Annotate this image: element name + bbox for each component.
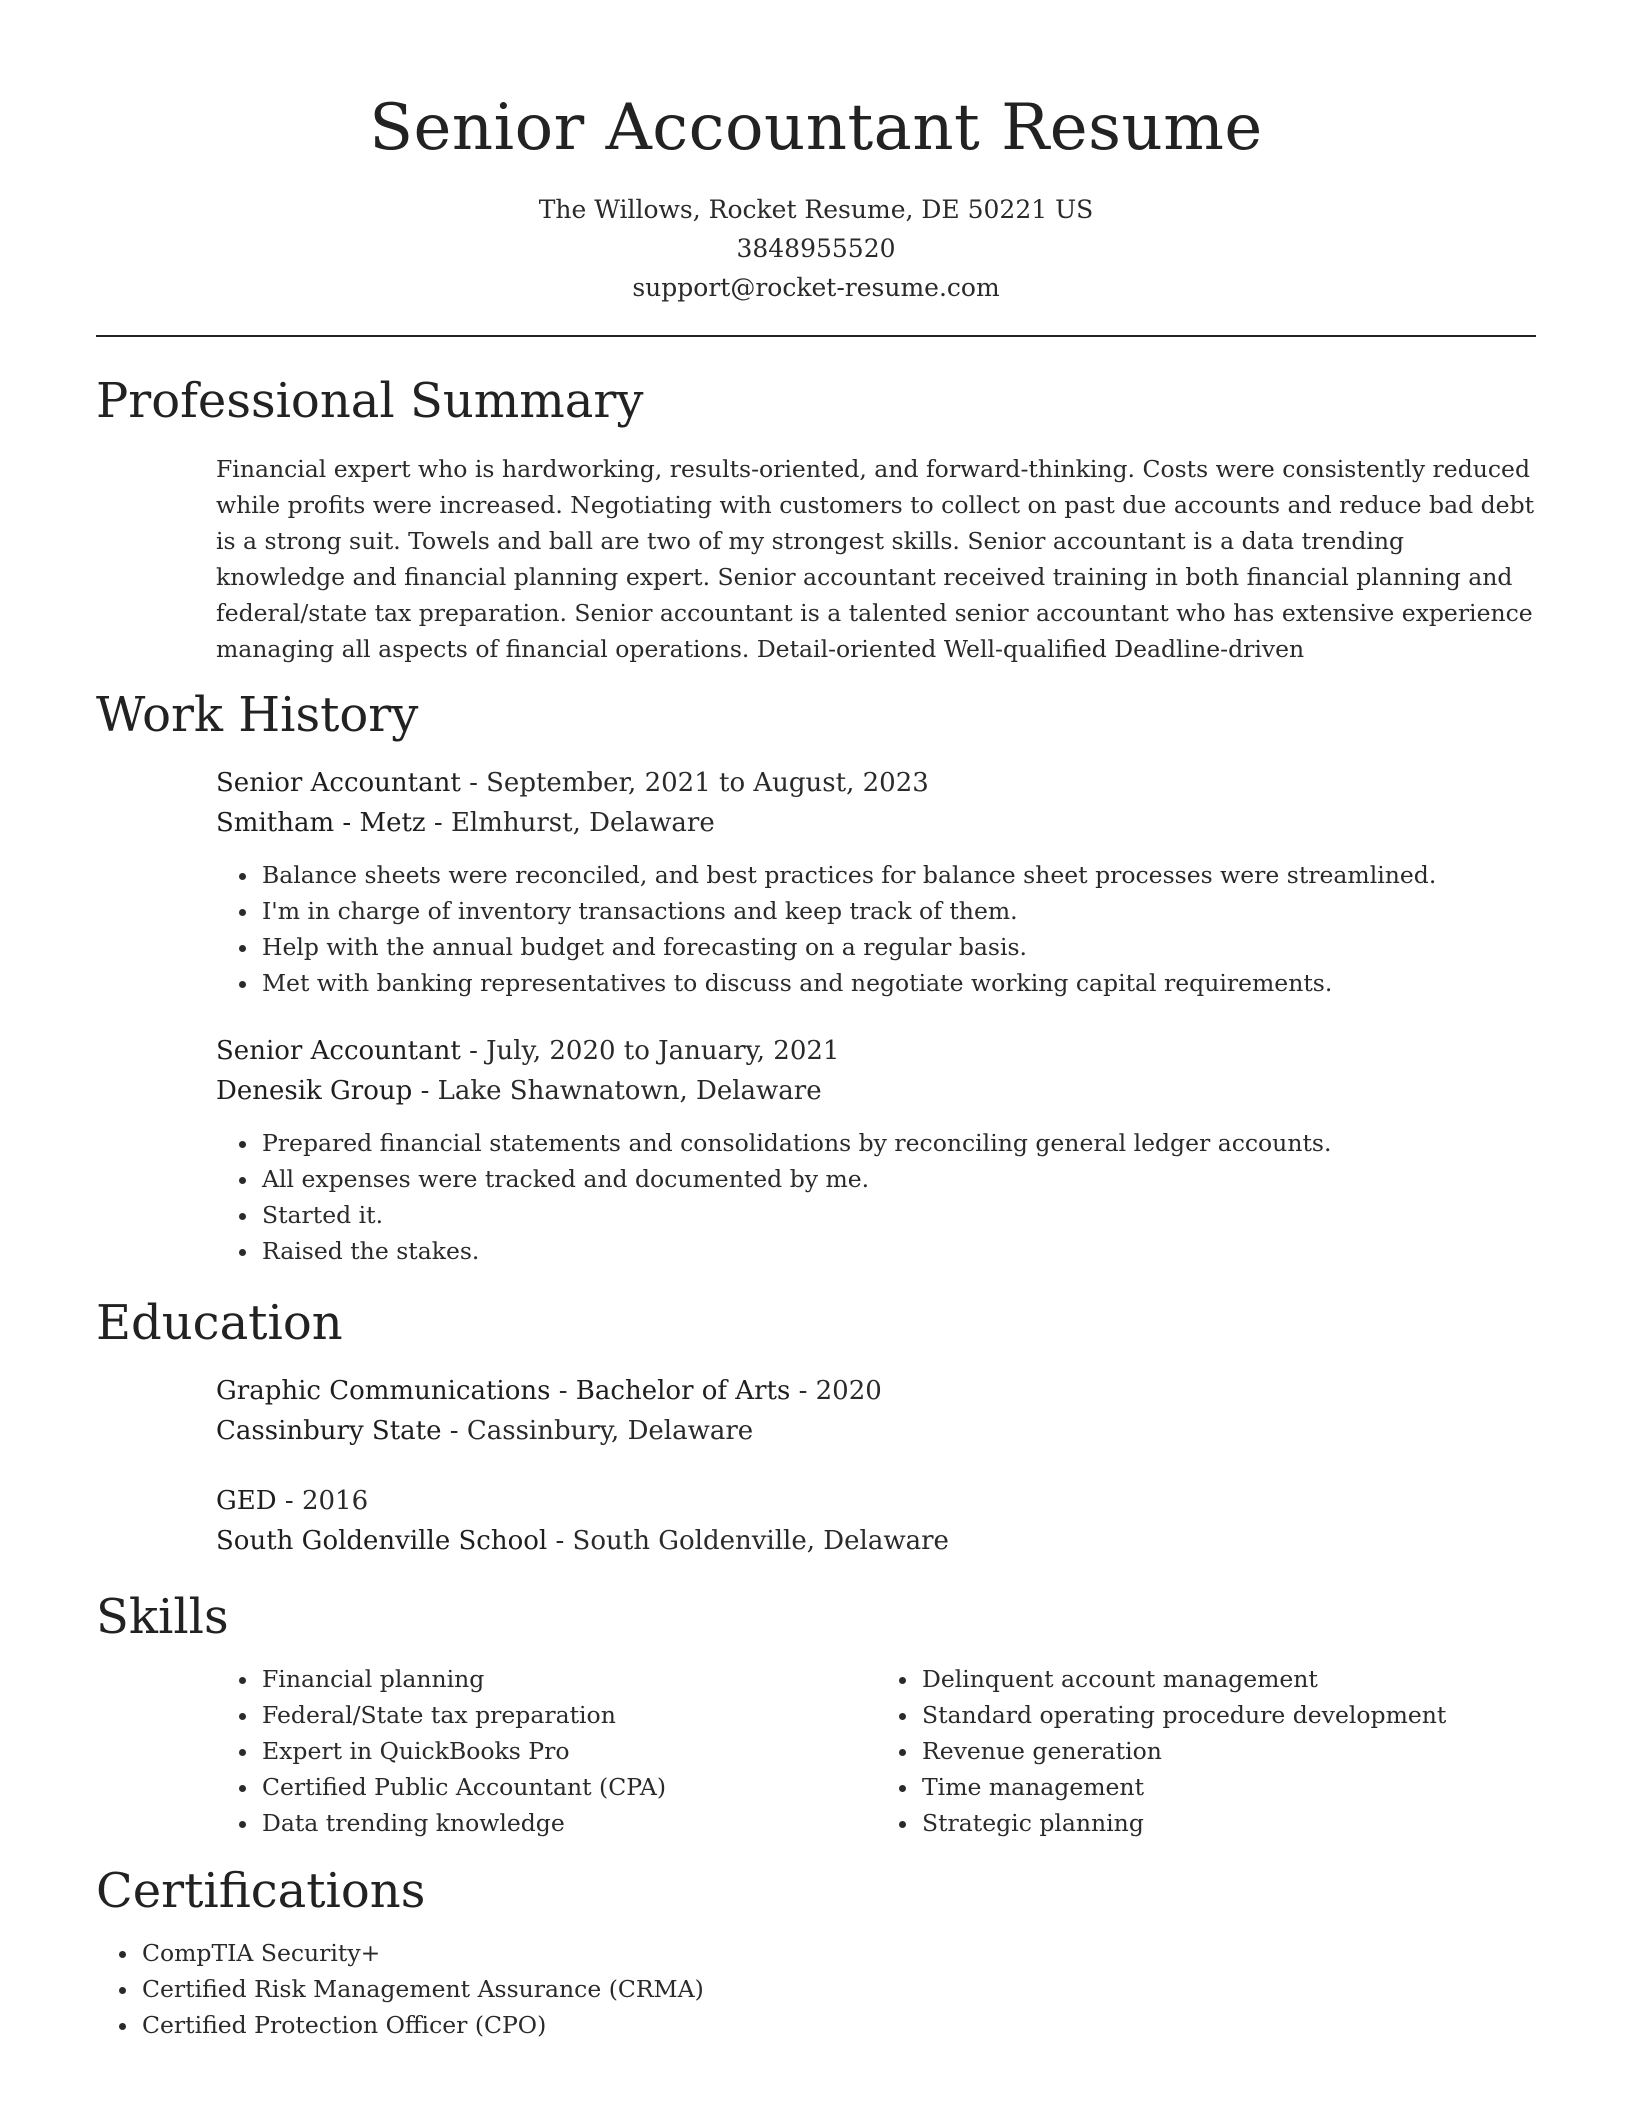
list-item: • Help with the annual budget and forecasting on a regular basis.	[260, 929, 1536, 965]
education-location: Cassinbury, Delaware	[466, 1416, 754, 1446]
list-item: • Delinquent account management	[920, 1661, 1536, 1697]
job-bullets	[216, 1125, 1536, 1269]
list-item: • Raised the stakes.	[260, 1233, 1536, 1269]
list-item: • Time management	[920, 1769, 1536, 1805]
contact-phone: 3848955520	[736, 234, 896, 263]
list-item: • Certified Public Accountant (CPA)	[260, 1769, 876, 1805]
document-title: Senior Accountant Resume	[369, 91, 1263, 165]
job-entry	[216, 1031, 1536, 1269]
education-school: South Goldenville School	[216, 1526, 548, 1556]
summary-heading: Professional Summary	[96, 373, 644, 429]
separator: -	[284, 1486, 302, 1516]
list-item: • Certified Risk Management Assurance (CRMA)	[140, 1971, 1536, 2007]
contact-address: The Willows, Rocket Resume, DE 50221 US	[538, 195, 1094, 224]
education-section	[96, 1293, 1536, 1561]
education-school-line	[216, 1411, 1536, 1451]
skills-columns	[216, 1661, 1536, 1841]
summary-text: Financial expert who is hardworking, results-oriented, and forward-thinking. Costs were consistently reduced while profits were increased. Negotiating with customers to collect on past due accounts and reduce bad debt is a strong suit. Towels and ball are two of my strongest skills. Senior accountant is a data trending knowledge and financial planning expert. Senior accountant received training in both financial planning and federal/state tax preparation. Senior accountant is a talented senior accountant who has extensive experience managing all aspects of financial operations. Detail-oriented Well-qualified Deadline-driven	[216, 455, 1535, 663]
separator: -	[420, 1076, 438, 1106]
education-year: 2016	[301, 1486, 369, 1516]
list-item: • Financial planning	[260, 1661, 876, 1697]
separator: -	[469, 768, 487, 798]
list-item: • Revenue generation	[920, 1733, 1536, 1769]
separator: -	[469, 1036, 487, 1066]
skills-list-right	[876, 1661, 1536, 1841]
separator: -	[433, 808, 451, 838]
job-location: Elmhurst, Delaware	[450, 808, 715, 838]
job-bullets	[216, 857, 1536, 1001]
list-item: • Prepared financial statements and consolidations by reconciling general ledger accounts.	[260, 1125, 1536, 1161]
job-location: Lake Shawnatown, Delaware	[437, 1076, 822, 1106]
list-item: • Strategic planning	[920, 1805, 1536, 1841]
list-item: • CompTIA Security+	[140, 1935, 1536, 1971]
separator: -	[449, 1416, 467, 1446]
job-dates: September, 2021 to August, 2023	[486, 768, 929, 798]
header-divider	[96, 335, 1536, 337]
education-degree-line	[216, 1481, 1536, 1521]
list-item: • Certified Protection Officer (CPO)	[140, 2007, 1536, 2043]
education-year: 2020	[815, 1376, 882, 1406]
education-heading: Education	[96, 1295, 343, 1351]
list-item: • All expenses were tracked and documented by me.	[260, 1161, 1536, 1197]
job-title: Senior Accountant	[216, 768, 461, 798]
job-company-line	[216, 1071, 1536, 1111]
separator: -	[558, 1376, 576, 1406]
skills-section	[96, 1587, 1536, 1841]
separator: -	[555, 1526, 573, 1556]
certifications-section	[96, 1861, 1536, 2043]
summary-section	[96, 371, 1536, 667]
education-entry	[216, 1371, 1536, 1451]
education-location: South Goldenville, Delaware	[572, 1526, 949, 1556]
list-item: • Federal/State tax preparation	[260, 1697, 876, 1733]
job-title-line	[216, 763, 1536, 803]
job-title: Senior Accountant	[216, 1036, 461, 1066]
list-item: • Met with banking representatives to discuss and negotiate working capital requirements.	[260, 965, 1536, 1001]
resume-header	[96, 0, 1536, 307]
education-school: Cassinbury State	[216, 1416, 442, 1446]
list-item: • Data trending knowledge	[260, 1805, 876, 1841]
education-field: Graphic Communications	[216, 1376, 551, 1406]
certifications-heading: Certifications	[96, 1863, 426, 1919]
job-entry	[216, 763, 1536, 1001]
skills-heading: Skills	[96, 1589, 229, 1645]
education-degree: Bachelor of Arts	[575, 1376, 791, 1406]
contact-email: support@rocket-resume.com	[632, 273, 1000, 302]
work-history-section	[96, 685, 1536, 1269]
work-history-heading: Work History	[96, 687, 419, 743]
list-item: • I'm in charge of inventory transactions and keep track of them.	[260, 893, 1536, 929]
list-item: • Expert in QuickBooks Pro	[260, 1733, 876, 1769]
list-item: • Balance sheets were reconciled, and best practices for balance sheet processes were streamlined.	[260, 857, 1536, 893]
list-item: • Standard operating procedure development	[920, 1697, 1536, 1733]
education-degree-line	[216, 1371, 1536, 1411]
job-dates: July, 2020 to January, 2021	[486, 1036, 840, 1066]
education-school-line	[216, 1521, 1536, 1561]
skills-list-left	[216, 1661, 876, 1841]
job-title-line	[216, 1031, 1536, 1071]
job-company: Smitham - Metz	[216, 808, 426, 838]
education-field: GED	[216, 1486, 277, 1516]
contact-block	[96, 190, 1536, 307]
education-entry	[216, 1481, 1536, 1561]
separator: -	[798, 1376, 816, 1406]
resume-page	[96, 0, 1536, 2043]
list-item: • Started it.	[260, 1197, 1536, 1233]
job-company-line	[216, 803, 1536, 843]
job-company: Denesik Group	[216, 1076, 413, 1106]
certifications-list	[96, 1935, 1536, 2043]
